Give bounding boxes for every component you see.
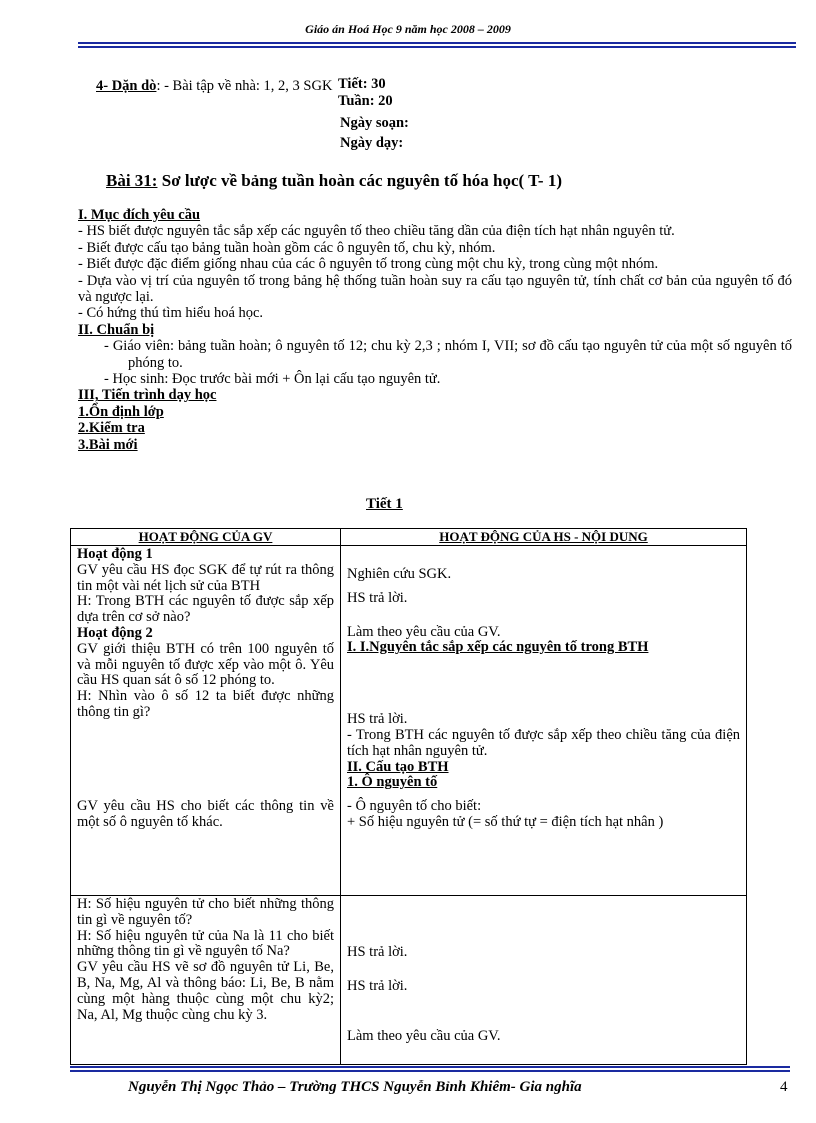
footer-rule: [70, 1070, 790, 1072]
section-purpose: [78, 207, 792, 453]
section-heading: II. Chuẩn bị: [78, 321, 155, 338]
page-footer: Nguyễn Thị Ngọc Thảo – Trường THCS Nguyễn Bỉnh Khiêm- Gia nghĩa: [128, 1079, 582, 1095]
teacher-activity-cell: [71, 546, 341, 896]
teacher-text: GV yêu cầu HS vẽ sơ đồ nguyên tử Li, Be, B, Na, Mg, Al và thông báo: Li, Be, B nằm cùng một hàng thuộc cùng một chu kỳ2; Na, Al, Mg thuộc cùng chu kỳ 3.: [77, 959, 334, 1023]
student-text: HS trả lời.: [347, 944, 408, 960]
purpose-item: - HS biết được nguyên tắc sắp xếp các nguyên tố theo chiều tăng dần của điện tích hạt nhân nguyên tử.: [78, 223, 675, 240]
homework-text: : - Bài tập về nhà: 1, 2, 3 SGK: [156, 78, 333, 94]
lesson-period: Tiết: 30: [338, 76, 386, 92]
student-text: HS trả lời.: [347, 589, 408, 606]
period-subheading: Tiết 1: [366, 496, 403, 512]
activity-table: [70, 528, 747, 1065]
page-header: Giáo án Hoá Học 9 năm học 2008 – 2009: [305, 22, 511, 36]
purpose-item: - Biết được đặc điểm giống nhau của các ô nguyên tố trong cùng một chu kỳ, trong cùng một nhóm.: [78, 256, 659, 273]
purpose-item: - Biết được cấu tạo bảng tuần hoàn gồm các ô nguyên tố, chu kỳ, nhóm.: [78, 239, 496, 256]
step-item: 2.Kiểm tra: [78, 420, 145, 437]
student-activity-cell: [341, 896, 747, 1065]
table-row: [71, 896, 747, 1065]
prep-item: - Giáo viên: bảng tuần hoàn; ô nguyên tố 12; chu kỳ 2,3 ; nhóm I, VII; sơ đồ cấu tạo nguyên tử của một số nguyên tố phóng to.: [104, 338, 792, 371]
activity-heading: Hoạt động 2: [77, 624, 153, 641]
purpose-item: - Có hứng thú tìm hiểu hoá học.: [78, 305, 264, 322]
lesson-number: Bài 31:: [106, 171, 158, 190]
student-text: Làm theo yêu cầu của GV.: [347, 623, 501, 640]
homework-line: [96, 78, 332, 94]
lesson-week: Tuần: 20: [338, 93, 393, 109]
teacher-text: GV yêu cầu HS cho biết các thông tin về một số ô nguyên tố khác.: [77, 797, 334, 830]
teacher-text: H: Trong BTH các nguyên tố được sắp xếp dựa trên cơ sở nào?: [77, 593, 334, 626]
column-header-teacher: HOẠT ĐỘNG CỦA GV: [71, 529, 341, 546]
lesson-taught-date: Ngày dạy:: [340, 135, 404, 151]
lesson-title: [106, 171, 562, 191]
prep-item: - Học sinh: Đọc trước bài mới + Ôn lại cấu tạo nguyên tử.: [104, 371, 441, 388]
section-heading: III, Tiến trình dạy học: [78, 387, 217, 404]
header-rule: [78, 42, 796, 44]
step-item: 1.Ổn định lớp: [78, 403, 164, 420]
student-text: + Số hiệu nguyên tử (= số thứ tự = điện tích hạt nhân ): [347, 813, 664, 830]
student-text: HS trả lời.: [347, 977, 408, 994]
lesson-prepared-date: Ngày soạn:: [340, 115, 409, 131]
teacher-activity-cell: [71, 896, 341, 1065]
teacher-text: GV yêu cầu HS đọc SGK để tự rút ra thông tin một vài nét lịch sử của BTH: [77, 561, 334, 594]
student-text: Nghiên cứu SGK.: [347, 566, 452, 582]
lesson-title-text: Sơ lược về bảng tuần hoàn các nguyên tố hóa học( T- 1): [157, 171, 562, 190]
table-row: [71, 546, 747, 896]
content-heading: II. Cấu tạo BTH: [347, 758, 449, 775]
teacher-text: GV giới thiệu BTH có trên 100 nguyên tố và mỗi nguyên tố được xếp vào một ô. Yêu cầu HS quan sát ô số 12 phóng to.: [77, 640, 334, 689]
teacher-text: H: Số hiệu nguyên tử của Na là 11 cho biết những thông tin gì về nguyên tố Na?: [77, 927, 334, 960]
page-number: 4: [780, 1079, 788, 1095]
student-text: - Trong BTH các nguyên tố được sắp xếp theo chiều tăng của điện tích hạt nhân nguyên tử.: [347, 726, 740, 759]
student-text: - Ô nguyên tố cho biết:: [347, 798, 482, 815]
student-text: HS trả lời.: [347, 711, 408, 728]
student-activity-cell: [341, 546, 747, 896]
footer-rule: [70, 1066, 790, 1068]
column-header-student: HOẠT ĐỘNG CỦA HS - NỘI DUNG: [341, 529, 747, 546]
header-rule: [78, 46, 796, 48]
teacher-text: H: Số hiệu nguyên tử cho biết những thông tin gì về nguyên tố?: [77, 896, 334, 928]
step-item: 3.Bài mới: [78, 436, 138, 453]
content-heading: 1. Ô nguyên tố: [347, 774, 438, 791]
student-text: Làm theo yêu cầu của GV.: [347, 1027, 501, 1044]
section-heading: I. Mục đích yêu cầu: [78, 207, 201, 223]
activity-heading: Hoạt động 1: [77, 546, 153, 562]
purpose-item: - Dựa vào vị trí của nguyên tố trong bảng hệ thống tuần hoàn suy ra cấu tạo nguyên tử, tính chất cơ bản của nguyên tố đó và ngược lại.: [78, 272, 792, 306]
table-header-row: [71, 529, 747, 546]
homework-label: 4- Dặn dò: [96, 78, 157, 94]
teacher-text: H: Nhìn vào ô số 12 ta biết được những thông tin gì?: [77, 688, 334, 720]
content-heading: I. I.Nguyên tắc sắp xếp các nguyên tố trong BTH: [347, 639, 649, 656]
